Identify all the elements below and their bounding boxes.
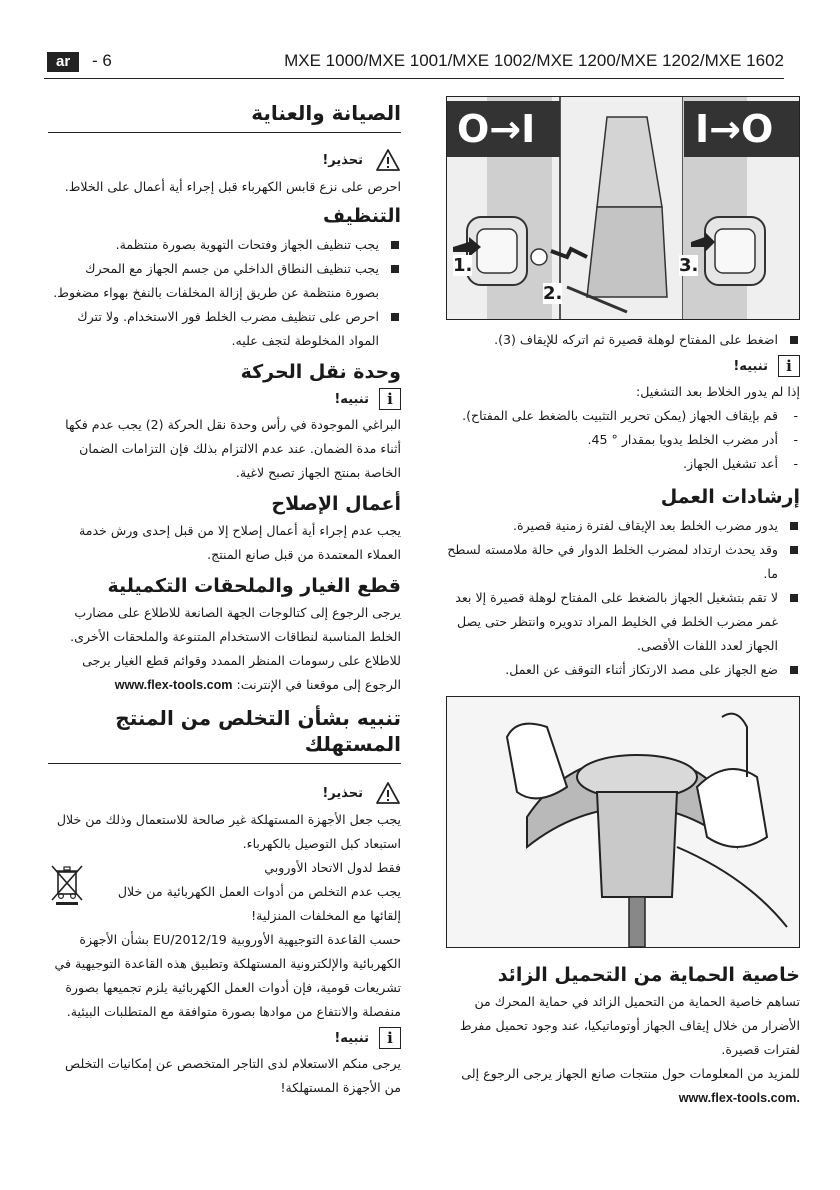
parts-link-text: للاطلاع على رسومات المنظر الممدد وقوائم قطع الغيار يرجى الرجوع إلى موقعنا في الإنترنت: www.flex-tools.com: [82, 653, 401, 692]
list-item: اضغط على المفتاح لوهلة قصيرة ثم اتركه للإيقاف (3).: [440, 328, 800, 352]
list-item: - قم بإيقاف الجهاز (يمكن تحرير التثبيت بالضغط على المفتاح).: [440, 404, 800, 428]
list-item: يجب تنظيف النطاق الداخلي من جسم الجهاز مع المحرك بصورة منتظمة عن طريق إزالة المخلفات بالنفخ بهواء مضغوط.: [48, 257, 401, 305]
cleaning-list: [48, 233, 401, 353]
section-title-cleaning: التنظيف: [322, 205, 401, 227]
warning-heading: تحذير!: [48, 778, 401, 808]
page-number: - 6: [92, 51, 112, 70]
model-list: MXE 1000/MXE 1001/MXE 1002/MXE 1200/MXE 1202/MXE 1602: [284, 51, 784, 70]
right-column: [440, 96, 800, 1110]
section-title-repair: أعمال الإصلاح: [271, 493, 401, 515]
left-column: [48, 100, 401, 1100]
note-heading: i تنبيه!: [440, 352, 800, 380]
list-item: وقد يحدث ارتداد لمضرب الخلط الدوار في حالة ملامسته لسطح ما.: [440, 538, 800, 586]
warning-heading: تحذير!: [48, 145, 401, 175]
list-item: - أدر مضرب الخلط يدويا بمقدار ° 45.: [440, 428, 800, 452]
note-heading: i تنبيه!: [48, 385, 401, 413]
parts-text: يرجى الرجوع إلى كتالوجات الجهة الصانعة للاطلاع على مضارب الخلط المناسبة لنطاقات الاستخدام المتنوعة والملحقات الأخرى.: [70, 605, 401, 644]
info-icon: i: [379, 1027, 401, 1049]
note-text: يرجى منكم الاستعلام لدى التاجر المتخصص عن إمكانيات التخلص من الأجهزة المستهلكة!: [65, 1056, 401, 1095]
note-intro: إذا لم يدور الخلاط بعد التشغيل:: [636, 384, 800, 399]
callout-3: 3.: [679, 255, 699, 276]
mixer-photo: [446, 696, 800, 948]
crossed-bin-icon: [48, 862, 86, 906]
section-title-disposal: تنبيه بشأن التخلص من المنتج المستهلك: [48, 705, 401, 764]
page-header: [44, 50, 784, 79]
language-badge: ar: [47, 52, 79, 72]
note-steps: [440, 404, 800, 476]
work-list: [440, 514, 800, 682]
switch-off-label: I→O: [695, 107, 774, 151]
section-title-work: إرشادات العمل: [660, 486, 800, 508]
list-item: يجب تنظيف الجهاز وفتحات التهوية بصورة منتظمة.: [48, 233, 401, 257]
list-item: يدور مضرب الخلط بعد الإيقاف لفترة زمنية قصيرة.: [440, 514, 800, 538]
switch-on-label: O→I: [457, 107, 536, 151]
section-title-overload: خاصية الحماية من التحميل الزائد: [497, 964, 800, 986]
warning-icon: [375, 781, 401, 805]
section-title-maintenance: الصيانة والعناية: [48, 100, 401, 133]
eu-disposal-block: [48, 856, 401, 928]
list-item: احرص على تنظيف مضرب الخلط فور الاستخدام. ولا تترك المواد المخلوطة لتجف عليه.: [48, 305, 401, 353]
note-heading: i تنبيه!: [48, 1024, 401, 1052]
directive-text: حسب القاعدة التوجيهية الأوروبية 2012/19/EU بشأن الأجهزة الكهربائية والإلكترونية المستهلكة وتطبيق هذه القاعدة التوجيهية في تشريعات قومية، فإن أدوات العمل الكهربائية يلزم تجميعها بصورة منفصلة والانتفاع من موادها بصورة متوافقة مع المتطلبات البيئية.: [54, 932, 401, 1019]
mixer-illustration: [447, 697, 799, 947]
website-link[interactable]: www.flex-tools.com: [114, 678, 233, 692]
eu-text: يجب عدم التخلص من أدوات العمل الكهربائية من خلال إلقائها مع المخلفات المنزلية!: [117, 884, 401, 923]
info-icon: i: [778, 355, 800, 377]
more-info-text: للمزيد من المعلومات حول منتجات صانع الجهاز يرجى الرجوع إلى www.flex-tools.com.: [461, 1066, 800, 1105]
section-title-parts: قطع الغيار والملحقات التكميلية: [107, 575, 401, 597]
switch-instructions: [440, 328, 800, 352]
list-item: - أعد تشغيل الجهاز.: [440, 452, 800, 476]
callout-1: 1.: [453, 255, 473, 276]
website-link[interactable]: www.flex-tools.com.: [678, 1091, 800, 1105]
warning-text: احرص على نزع قابس الكهرباء قبل إجراء أية أعمال على الخلاط.: [64, 179, 401, 194]
overload-text: تساهم خاصية الحماية من التحميل الزائد في حماية المحرك من الأضرار من خلال إيقاف الجهاز أوتوماتيكيا، عند وجود تحميل مفرط لفترات قصيرة.: [459, 994, 800, 1057]
switch-figure: [446, 96, 800, 320]
callout-2: 2.: [543, 283, 563, 304]
list-item: لا تقم بتشغيل الجهاز بالضغط على المفتاح لوهلة قصيرة إلا بعد غمر مضرب الخلط في الخليط المراد تدويره وانتظر حتى يصل الجهاز لعدد اللفات الأقصى.: [440, 586, 800, 658]
repair-text: يجب عدم إجراء أية أعمال إصلاح إلا من قبل إحدى ورش خدمة العملاء المعتمدة من قبل صانع المنتج.: [78, 523, 401, 562]
gear-text: البراغي الموجودة في رأس وحدة نقل الحركة (2) يجب عدم فكها أثناء مدة الضمان. عند عدم الالتزام بذلك فإن التزامات الضمان الخاصة بمنتج الجهاز تصبح لاغية.: [65, 417, 401, 480]
list-item: ضع الجهاز على مصد الارتكاز أثناء التوقف عن العمل.: [440, 658, 800, 682]
eu-only-label: فقط لدول الاتحاد الأوروبي: [264, 860, 401, 875]
warning-icon: [375, 148, 401, 172]
section-title-gear: وحدة نقل الحركة: [240, 361, 401, 383]
warning-text: يجب جعل الأجهزة المستهلكة غير صالحة للاستعمال وذلك من خلال استبعاد كبل التوصيل بالكهرباء.: [56, 812, 401, 851]
info-icon: i: [379, 388, 401, 410]
